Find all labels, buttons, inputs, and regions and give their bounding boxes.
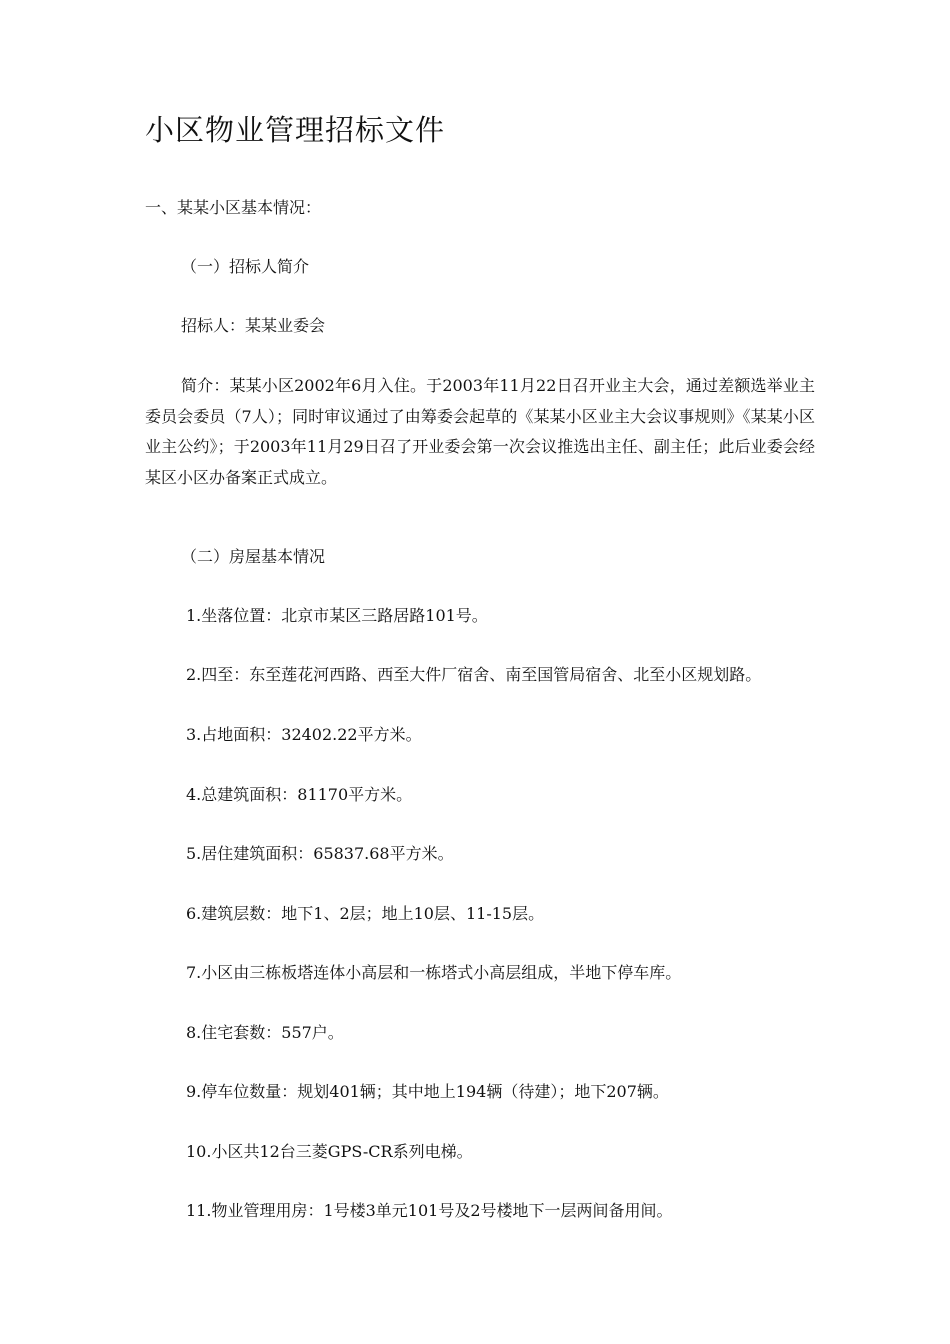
section-heading: 一、某某小区基本情况： xyxy=(145,198,322,217)
list-item: 3.占地面积：32402.22平方米。 xyxy=(186,725,422,744)
list-item: 5.居住建筑面积：65837.68平方米。 xyxy=(186,844,454,863)
list-item: 1.坐落位置：北京市某区三路居路101号。 xyxy=(186,606,488,625)
list-item: 7.小区由三栋板塔连体小高层和一栋塔式小高层组成，半地下停车库。 xyxy=(186,963,682,982)
intro-paragraph: 简介：某某小区2002年6月入住。于2003年11月22日召开业主大会，通过差额选举业主委员会委员（7人）；同时审议通过了由筹委会起草的《某某小区业主大会议事规则》《某某小区业主公约》；于2003年11月29日召了开业委会第一次会议推选出主任、副主任；此后业委会经某区小区办备案正式成立。 xyxy=(145,376,815,487)
list-item: 8.住宅套数：557户。 xyxy=(186,1023,344,1042)
document-title: 小区物业管理招标文件 xyxy=(145,113,446,147)
subsection-heading: （二）房屋基本情况 xyxy=(181,547,326,566)
list-item: 10.小区共12台三菱GPS-CR系列电梯。 xyxy=(186,1142,473,1161)
tenderer-line: 招标人：某某业委会 xyxy=(181,316,326,335)
list-item: 6.建筑层数：地下1、2层；地上10层、11-15层。 xyxy=(186,904,545,923)
list-item: 9.停车位数量：规划401辆；其中地上194辆（待建）；地下207辆。 xyxy=(186,1082,669,1101)
subsection-heading: （一）招标人简介 xyxy=(181,257,310,276)
list-item: 11.物业管理用房：1号楼3单元101号及2号楼地下一层两间备用间。 xyxy=(186,1201,673,1220)
list-item: 2.四至：东至莲花河西路、西至大件厂宿舍、南至国管局宿舍、北至小区规划路。 xyxy=(186,665,762,684)
list-item: 4.总建筑面积：81170平方米。 xyxy=(186,785,413,804)
